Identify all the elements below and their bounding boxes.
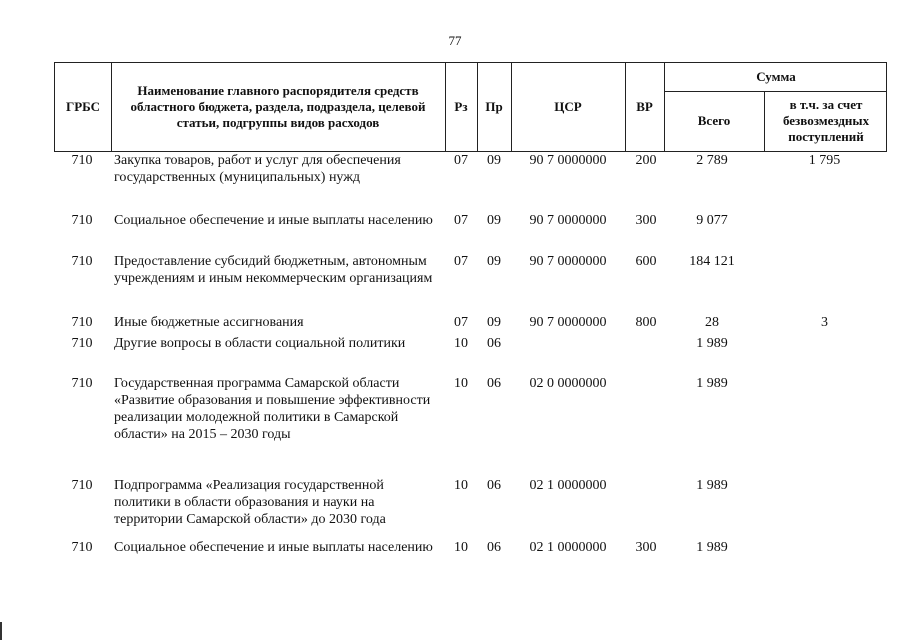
cell-name: Социальное обеспечение и иные выплаты населению bbox=[114, 213, 433, 228]
cell-pr: 09 bbox=[487, 254, 501, 269]
scan-edge-mark bbox=[0, 622, 2, 640]
cell-pr: 06 bbox=[487, 336, 501, 351]
cell-total: 28 bbox=[705, 315, 719, 330]
cell-name: Социальное обеспечение и иные выплаты населению bbox=[114, 540, 433, 555]
header-csr: ЦСР bbox=[554, 99, 582, 114]
header-name: Наименование главного распорядителя средств областного бюджета, раздела, подраздела, целевой статьи, подгруппы видов расходов bbox=[130, 83, 426, 130]
cell-csr: 90 7 0000000 bbox=[529, 315, 607, 330]
cell-total: 1 989 bbox=[696, 376, 728, 391]
header-rz: Рз bbox=[454, 99, 468, 114]
cell-free: 1 795 bbox=[808, 153, 841, 168]
cell-name: Иные бюджетные ассигнования bbox=[114, 315, 304, 330]
header-divider bbox=[111, 63, 112, 151]
cell-pr: 06 bbox=[487, 478, 501, 493]
cell-name: Государственная программа Самарской области «Развитие образования и повышение эффективности реализации молодежной политики в Самарской области» на 2015 – 2030 годы bbox=[114, 376, 431, 442]
cell-grbs: 710 bbox=[71, 315, 93, 330]
header-total: Всего bbox=[697, 113, 731, 128]
table-header bbox=[54, 62, 887, 152]
cell-vr: 200 bbox=[635, 153, 657, 168]
cell-rz: 10 bbox=[454, 336, 468, 351]
cell-total: 1 989 bbox=[696, 478, 728, 493]
cell-csr: 90 7 0000000 bbox=[529, 213, 607, 228]
cell-pr: 09 bbox=[487, 315, 501, 330]
cell-total: 1 989 bbox=[696, 540, 728, 555]
cell-grbs: 710 bbox=[71, 153, 93, 168]
cell-grbs: 710 bbox=[71, 336, 93, 351]
cell-rz: 10 bbox=[454, 540, 468, 555]
cell-csr: 90 7 0000000 bbox=[529, 153, 607, 168]
cell-total: 1 989 bbox=[696, 336, 728, 351]
cell-grbs: 710 bbox=[71, 540, 93, 555]
cell-vr: 800 bbox=[635, 315, 657, 330]
cell-pr: 09 bbox=[487, 153, 501, 168]
cell-rz: 07 bbox=[454, 153, 468, 168]
cell-name: Подпрограмма «Реализация государственной политики в области образования и науки на территории Самарской области» до 2030 года bbox=[114, 478, 386, 527]
header-pr: Пр bbox=[485, 99, 503, 114]
cell-rz: 10 bbox=[454, 376, 468, 391]
cell-rz: 10 bbox=[454, 478, 468, 493]
cell-rz: 07 bbox=[454, 213, 468, 228]
cell-total: 9 077 bbox=[696, 213, 728, 228]
cell-total: 2 789 bbox=[696, 153, 728, 168]
cell-rz: 07 bbox=[454, 315, 468, 330]
header-grbs: ГРБС bbox=[65, 99, 101, 114]
cell-pr: 06 bbox=[487, 376, 501, 391]
cell-total: 184 121 bbox=[689, 254, 735, 269]
cell-name: Закупка товаров, работ и услуг для обеспечения государственных (муниципальных) нужд bbox=[114, 153, 401, 185]
cell-pr: 06 bbox=[487, 540, 501, 555]
cell-vr: 300 bbox=[635, 540, 657, 555]
cell-free: 3 bbox=[821, 315, 828, 330]
cell-csr: 02 1 0000000 bbox=[529, 478, 607, 493]
cell-vr: 600 bbox=[635, 254, 657, 269]
header-sum: Сумма bbox=[756, 69, 796, 84]
cell-grbs: 710 bbox=[71, 478, 93, 493]
header-free: в т.ч. за счет безвозмездных поступлений bbox=[782, 97, 870, 144]
cell-rz: 07 bbox=[454, 254, 468, 269]
cell-pr: 09 bbox=[487, 213, 501, 228]
cell-csr: 02 0 0000000 bbox=[529, 376, 607, 391]
cell-vr: 300 bbox=[635, 213, 657, 228]
page-number: 77 bbox=[448, 33, 462, 48]
cell-name: Предоставление субсидий бюджетным, автономным учреждениям и иным некоммерческим организациям bbox=[114, 254, 433, 286]
header-vr: ВР bbox=[636, 99, 653, 114]
cell-csr: 02 1 0000000 bbox=[529, 540, 607, 555]
cell-name: Другие вопросы в области социальной политики bbox=[114, 336, 406, 351]
header-divider bbox=[764, 91, 765, 151]
cell-grbs: 710 bbox=[71, 213, 93, 228]
cell-csr: 90 7 0000000 bbox=[529, 254, 607, 269]
cell-grbs: 710 bbox=[71, 376, 93, 391]
cell-grbs: 710 bbox=[71, 254, 93, 269]
